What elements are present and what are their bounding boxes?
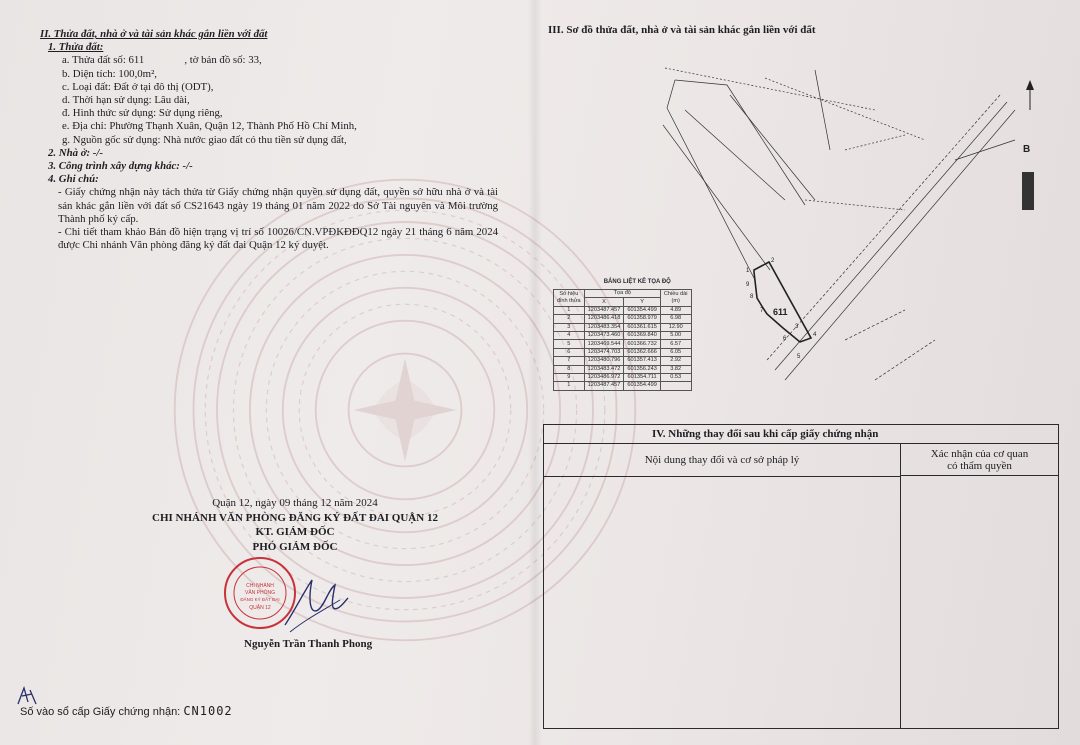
origin-line: g. Nguồn gốc sử dụng: Nhà nước giao đất có thu tiền sử dụng đất, (62, 133, 347, 146)
map-number: , tờ bản đồ số: 33, (184, 54, 262, 67)
coord-x: 1203486.972 (584, 373, 624, 381)
column-divider (900, 476, 901, 728)
book-number: CN1002 (183, 704, 233, 718)
section-4-title: IV. Những thay đổi sau khi cấp giấy chứng nhận (544, 425, 1058, 444)
issue-date: Quận 12, ngày 09 tháng 12 năm 2024 (212, 497, 378, 509)
note-1: - Giấy chứng nhận này tách thửa từ Giấy chứng nhận quyền sử dụng đất, quyền sở hữu nhà ở và tài sản khác gắn liền với đất số CS21643 ngày 19 tháng 01 năm 2022 do Sở Tài nguyên và Môi trường Thành phố ký cấp. (58, 186, 498, 225)
point-id: 3 (554, 323, 585, 331)
coord-y: 601362.666 (624, 348, 661, 356)
edge-length: 5.00 (660, 331, 691, 339)
note-2: - Chi tiết tham khảo Bản đồ hiện trạng vị trí số 10026/CN.VPĐKĐĐQ12 ngày 21 tháng 6 năm 2024 được Chi nhánh Văn phòng đăng ký đất đai Quận 12 ký duyệt. (58, 226, 498, 252)
vertex-7: 7 (760, 308, 764, 314)
book-label: Số vào sổ cấp Giấy chứng nhận: (20, 706, 181, 718)
changes-table (543, 424, 1059, 729)
vertex-6: 6 (783, 336, 787, 342)
coordinate-row (554, 331, 692, 339)
edge-length: 12.90 (660, 323, 691, 331)
term-line: d. Thời hạn sử dụng: Lâu dài, (62, 94, 190, 107)
coord-y: 601354.499 (624, 306, 661, 314)
coord-x: 1203483.354 (584, 323, 624, 331)
edge-length (660, 382, 691, 390)
coord-x: 1203487.457 (584, 382, 624, 390)
parcel-611-label: 611 (773, 307, 788, 317)
vertex-4: 4 (813, 332, 817, 338)
coordinate-row (554, 348, 692, 356)
signer-name: Nguyễn Trần Thanh Phong (244, 638, 373, 650)
edge-length: 6.05 (660, 348, 691, 356)
construction-line: 3. Công trình xây dựng khác: -/- (48, 160, 193, 173)
coord-y: 601354.711 (624, 373, 661, 381)
col-length: Chiều dài (663, 290, 688, 297)
area-line: b. Diện tích: 100,0m², (62, 67, 157, 80)
parcel-line (40, 54, 520, 67)
land-type-line: c. Loại đất: Đất ở tại đô thị (ODT), (62, 80, 214, 93)
kt-director: KT. GIÁM ĐỐC (255, 526, 335, 539)
point-id: 9 (554, 373, 585, 381)
coordinate-table-title: BẢNG LIỆT KÊ TỌA ĐỘ (603, 279, 671, 285)
col-authority-line-2: có thẩm quyền (947, 460, 1012, 472)
coord-x: 1203483.472 (584, 365, 624, 373)
edge-length: 6.98 (660, 315, 691, 323)
house-line: 2. Nhà ở: -/- (48, 146, 103, 159)
coord-x: 1203469.544 (584, 340, 624, 348)
scale-bar (1022, 172, 1034, 210)
coord-y: 601354.499 (624, 382, 661, 390)
point-id: 2 (554, 315, 585, 323)
center-fold (528, 0, 542, 745)
col-coord: Tọa độ (584, 290, 660, 298)
col-authority-confirm (901, 444, 1058, 476)
svg-text:QUẬN 12: QUẬN 12 (249, 605, 271, 611)
col-x: X (584, 298, 624, 306)
coordinate-row (554, 323, 692, 331)
notes-heading: 4. Ghi chú: (48, 173, 99, 186)
vertex-8: 8 (750, 294, 754, 300)
signature-block (150, 496, 440, 554)
book-entry (20, 704, 233, 718)
col-point: Số hiệu (559, 290, 579, 297)
parcel-number: a. Thửa đất số: 611 (62, 54, 145, 67)
edge-length: 6.57 (660, 340, 691, 348)
col-length-unit: (m) (671, 297, 680, 304)
col-change-content: Nội dung thay đổi và cơ sở pháp lý (544, 444, 901, 477)
north-label: B (1023, 144, 1031, 155)
point-id: 8 (554, 365, 585, 373)
land-heading: 1. Thửa đất: (48, 41, 104, 54)
coord-y: 601357.413 (624, 357, 661, 365)
coord-x: 1203487.457 (584, 306, 624, 314)
edge-length: 2.92 (660, 357, 691, 365)
usage-form-line: đ. Hình thức sử dụng: Sử dụng riêng, (62, 107, 223, 120)
coord-x: 1203486.418 (584, 315, 624, 323)
point-id: 5 (554, 340, 585, 348)
edge-length: 3.82 (660, 365, 691, 373)
col-point-2: đỉnh thửa (557, 297, 581, 304)
svg-text:ĐĂNG KÝ ĐẤT ĐAI: ĐĂNG KÝ ĐẤT ĐAI (240, 597, 280, 602)
svg-text:VĂN PHÒNG: VĂN PHÒNG (244, 590, 276, 596)
coord-y: 601361.615 (624, 323, 661, 331)
handwritten-signature (280, 570, 350, 640)
coordinate-row (554, 382, 692, 390)
coord-y: 601356.243 (624, 365, 661, 373)
coordinate-row (554, 340, 692, 348)
point-id: 4 (554, 331, 585, 339)
coordinate-table (553, 279, 692, 391)
point-id: 6 (554, 348, 585, 356)
vertex-3: 3 (795, 324, 799, 330)
coord-y: 601366.732 (624, 340, 661, 348)
edge-length: 4.89 (660, 306, 691, 314)
coordinate-row (554, 357, 692, 365)
deputy-director: PHÓ GIÁM ĐỐC (252, 540, 338, 553)
point-id: 1 (554, 382, 585, 390)
coord-y: 601358.979 (624, 315, 661, 323)
vertex-9: 9 (746, 282, 750, 288)
col-authority-line-1: Xác nhận của cơ quan (930, 448, 1029, 460)
svg-text:CHI NHÁNH: CHI NHÁNH (246, 583, 274, 589)
point-id: 7 (554, 357, 585, 365)
vertex-2: 2 (771, 258, 775, 264)
coordinate-rows (554, 306, 692, 390)
coordinate-row (554, 306, 692, 314)
section-3-title: III. Sơ đồ thửa đất, nhà ở và tài sản khác gắn liền với đất (548, 24, 816, 36)
issuing-org: CHI NHÁNH VĂN PHÒNG ĐĂNG KÝ ĐẤT ĐAI QUẬN 12 (152, 511, 438, 524)
vertex-1: 1 (746, 268, 750, 274)
coordinate-row (554, 315, 692, 323)
section-2-title: II. Thửa đất, nhà ở và tài sản khác gắn liền với đất (40, 28, 268, 40)
vertex-5: 5 (797, 354, 801, 360)
edge-length: 0.53 (660, 373, 691, 381)
north-arrow (1026, 80, 1034, 110)
coord-x: 1203480.796 (584, 357, 624, 365)
coord-x: 1203474.703 (584, 348, 624, 356)
section-land-info (40, 28, 520, 252)
col-y: Y (624, 298, 661, 306)
address-line: e. Địa chỉ: Phường Thạnh Xuân, Quận 12, Thành Phố Hồ Chí Minh, (62, 120, 357, 133)
point-id: 1 (554, 306, 585, 314)
coordinate-row (554, 365, 692, 373)
coord-y: 601369.840 (624, 331, 661, 339)
coordinate-row (554, 373, 692, 381)
coord-x: 1203473.460 (584, 331, 624, 339)
